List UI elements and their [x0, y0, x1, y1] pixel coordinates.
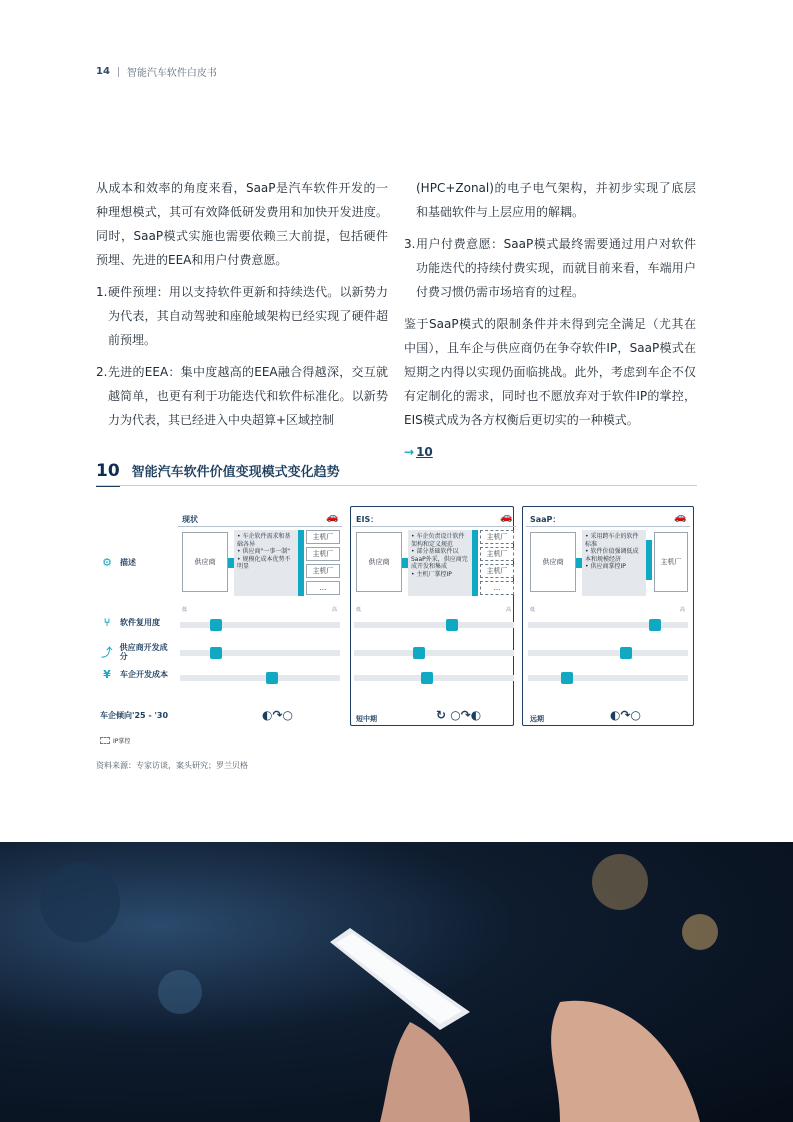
panel-divider — [352, 526, 516, 527]
description-box — [408, 530, 472, 596]
scale-low: 低 — [530, 607, 536, 613]
oem-box: 主机厂 — [480, 530, 514, 544]
horizon-label: 短中期 — [356, 715, 377, 723]
bullet-text: • 供应商掌控IP — [585, 563, 626, 570]
row-label-supplier — [100, 643, 174, 661]
bullet-text: • 供应商"一事一制" — [237, 548, 290, 555]
description-box — [582, 530, 646, 596]
bullet-text: • 软件价值强调低成本和规模经济 — [585, 548, 639, 563]
list-number: 1. — [96, 285, 108, 299]
supplier-box: 供应商 — [356, 532, 402, 592]
page-number: 14 — [96, 66, 110, 77]
oem-box: 主机厂 — [306, 530, 340, 544]
branch-icon: ⑂ — [103, 616, 111, 629]
scale-high: 高 — [332, 607, 338, 613]
slider-track — [354, 650, 514, 656]
oem-box: 主机厂 — [654, 532, 688, 592]
slider-track — [180, 622, 340, 628]
continued-paragraph: (HPC+Zonal)的电子电气架构，并初步实现了底层和基础软件与上层应用的解耦。 — [416, 181, 696, 219]
figure-chart — [96, 500, 698, 750]
list-item-1 — [96, 280, 388, 352]
flow-arrow — [298, 530, 304, 596]
cost-icon: ¥ — [103, 668, 111, 681]
row-label-trend — [100, 710, 168, 721]
legend-text: IP掌控 — [113, 738, 131, 745]
legend — [100, 736, 130, 745]
description-box — [234, 530, 298, 596]
figure-caption: 智能汽车软件价值变现模式变化趋势 — [131, 465, 340, 480]
page-header — [96, 64, 217, 79]
arrow-icon: → — [404, 445, 415, 459]
car-icon: 🚗 — [500, 512, 513, 523]
oem-box: 主机厂 — [306, 564, 340, 578]
row-label-text: 供应商开发成分 — [119, 643, 168, 661]
list-item-3 — [404, 232, 696, 304]
slider-track — [528, 650, 688, 656]
slider-knob — [620, 647, 632, 659]
row-label-text: 车企开发成本 — [120, 670, 168, 679]
slider-track — [354, 675, 514, 681]
list-number: 3. — [404, 237, 416, 251]
hero-photo — [0, 842, 793, 1122]
slider-knob — [421, 672, 433, 684]
slider-track — [354, 622, 514, 628]
trend-icon: ⤴ — [101, 645, 113, 659]
cycle-icon: ◐↷○ — [262, 708, 293, 722]
scale-high: 高 — [680, 607, 686, 613]
list-number: 2. — [96, 365, 108, 379]
header-divider — [118, 67, 119, 77]
slider-knob — [413, 647, 425, 659]
slider-track — [180, 675, 340, 681]
figure-rule — [96, 485, 697, 486]
row-label-describe — [100, 556, 136, 569]
oem-box: ... — [306, 581, 340, 595]
source-note: 资料来源：专家访谈，案头研究；罗兰贝格 — [96, 761, 248, 770]
car-icon: 🚗 — [326, 512, 339, 523]
panel-title: SaaP： — [530, 515, 561, 524]
row-label-reuse — [100, 616, 160, 629]
left-column — [96, 176, 388, 440]
bullet-text: • 主机厂掌控IP — [411, 570, 452, 578]
slider-track — [528, 675, 688, 681]
panel-title: EIS： — [356, 515, 379, 524]
bullet-text: • 车企软件需求和基础各异 — [237, 533, 291, 548]
figure-number: 10 — [96, 461, 120, 487]
figure-title — [96, 461, 340, 487]
figure-ref-number: 10 — [416, 445, 433, 459]
row-label-text: 车企倾向'25 - '30 — [100, 711, 169, 720]
slider-knob — [649, 619, 661, 631]
gears-icon: ⚙ — [102, 556, 112, 569]
cycle-icon: ↻ ○↷◐ — [436, 708, 482, 722]
bullet-text: • 采用跨车企的软件标准 — [585, 533, 639, 548]
bullet-text: • 规模化成本优势不明显 — [237, 555, 291, 570]
panel-title: 现状 — [182, 515, 198, 524]
slider-knob — [446, 619, 458, 631]
cycle-icon: ◐↷○ — [610, 708, 641, 722]
row-label-text: 软件复用度 — [120, 618, 160, 627]
list-text: 用户付费意愿：SaaP模式最终需要通过用户对软件功能迭代的持续付费实现，而就目前来看，车端用户付费习惯仍需市场培育的过程。 — [416, 237, 696, 299]
oem-box: ... — [480, 581, 514, 595]
row-label-cost — [100, 670, 174, 679]
flow-arrow — [472, 530, 478, 596]
list-text: 硬件预埋：用以支持软件更新和持续迭代。以新势力为代表，其自动驾驶和座舱域架构已经实现了硬件超前预埋。 — [108, 285, 388, 347]
oem-box: 主机厂 — [306, 547, 340, 561]
panel-divider — [178, 526, 342, 527]
legend-dash-swatch — [100, 737, 110, 744]
list-item-2 — [96, 360, 388, 432]
row-label-text: 描述 — [120, 558, 136, 567]
supplier-box: 供应商 — [182, 532, 228, 592]
figure-reference-link[interactable] — [404, 440, 696, 464]
doc-title: 智能汽车软件白皮书 — [126, 68, 217, 79]
oem-box: 主机厂 — [480, 564, 514, 578]
right-column — [404, 176, 696, 464]
slider-knob — [210, 619, 222, 631]
car-icon: 🚗 — [674, 512, 687, 523]
conclusion-paragraph: 鉴于SaaP模式的限制条件并未得到完全满足（尤其在中国），且车企与供应商仍在争夺软件IP，SaaP模式在短期之内得以实现仍面临挑战。此外，考虑到车企不仅有定制化的需求，同时也不愿放弃对于软件IP的掌控，EIS模式成为各方权衡后更切实的一种模式。 — [404, 317, 696, 427]
hand-phone-illustration — [0, 842, 793, 1122]
list-text: 先进的EEA：集中度越高的EEA融合得越深，交互就越简单，也更有利于功能迭代和软件标准化。以新势力为代表，其已经进入中央超算+区域控制 — [108, 365, 388, 427]
flow-arrow — [646, 540, 652, 580]
scale-low: 低 — [182, 607, 188, 613]
bullet-text: • 车企负责设计软件架构和定义规范 — [411, 533, 465, 548]
panel-divider — [526, 526, 690, 527]
supplier-box: 供应商 — [530, 532, 576, 592]
scale-low: 低 — [356, 607, 362, 613]
slider-knob — [266, 672, 278, 684]
horizon-label: 远期 — [530, 715, 544, 723]
slider-track — [528, 622, 688, 628]
slider-knob — [561, 672, 573, 684]
intro-paragraph: 从成本和效率的角度来看，SaaP是汽车软件开发的一种理想模式，其可有效降低研发费用和加快开发进度。同时，SaaP模式实施也需要依赖三大前提，包括硬件预埋、先进的EEA和用户付费意愿。 — [96, 181, 388, 267]
slider-knob — [210, 647, 222, 659]
bullet-text: • 部分基础软件以SaaP外采，供应商完成开发和集成 — [411, 548, 468, 570]
slider-track — [180, 650, 340, 656]
oem-box: 主机厂 — [480, 547, 514, 561]
scale-high: 高 — [506, 607, 512, 613]
